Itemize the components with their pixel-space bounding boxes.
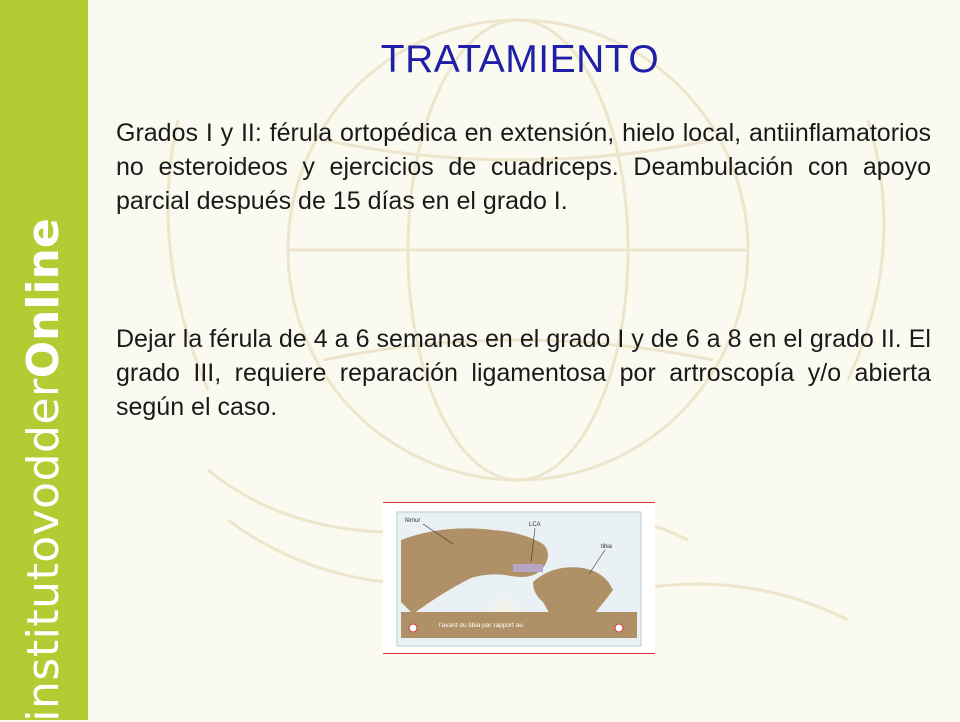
brand-sidebar bbox=[0, 0, 88, 720]
figure-caption: l'avant du tibia par rapport au bbox=[439, 622, 523, 629]
brand-logo bbox=[18, 218, 69, 722]
brand-text-light: institutovodder bbox=[18, 378, 69, 722]
paragraph-grades: Grados I y II: férula ortopédica en extensión, hielo local, antiinflamatorios no esteroideos y ejercicios de cuadriceps. Deambulación con apoyo parcial después de 15 días en el grado I. bbox=[116, 119, 931, 215]
brand-text-bold: Online bbox=[18, 218, 69, 379]
knee-illustration bbox=[383, 502, 655, 654]
paragraph-splint-duration: Dejar la férula de 4 a 6 semanas en el grado I y de 6 a 8 en el grado II. El grado III, requiere reparación ligamentosa por artroscopía y/o abierta según el caso. bbox=[116, 325, 931, 421]
label-tibia: tibia bbox=[601, 544, 613, 550]
label-femur: fémur bbox=[405, 518, 421, 524]
label-lca: LCA bbox=[529, 522, 541, 528]
slide-title: TRATAMIENTO bbox=[380, 38, 660, 81]
